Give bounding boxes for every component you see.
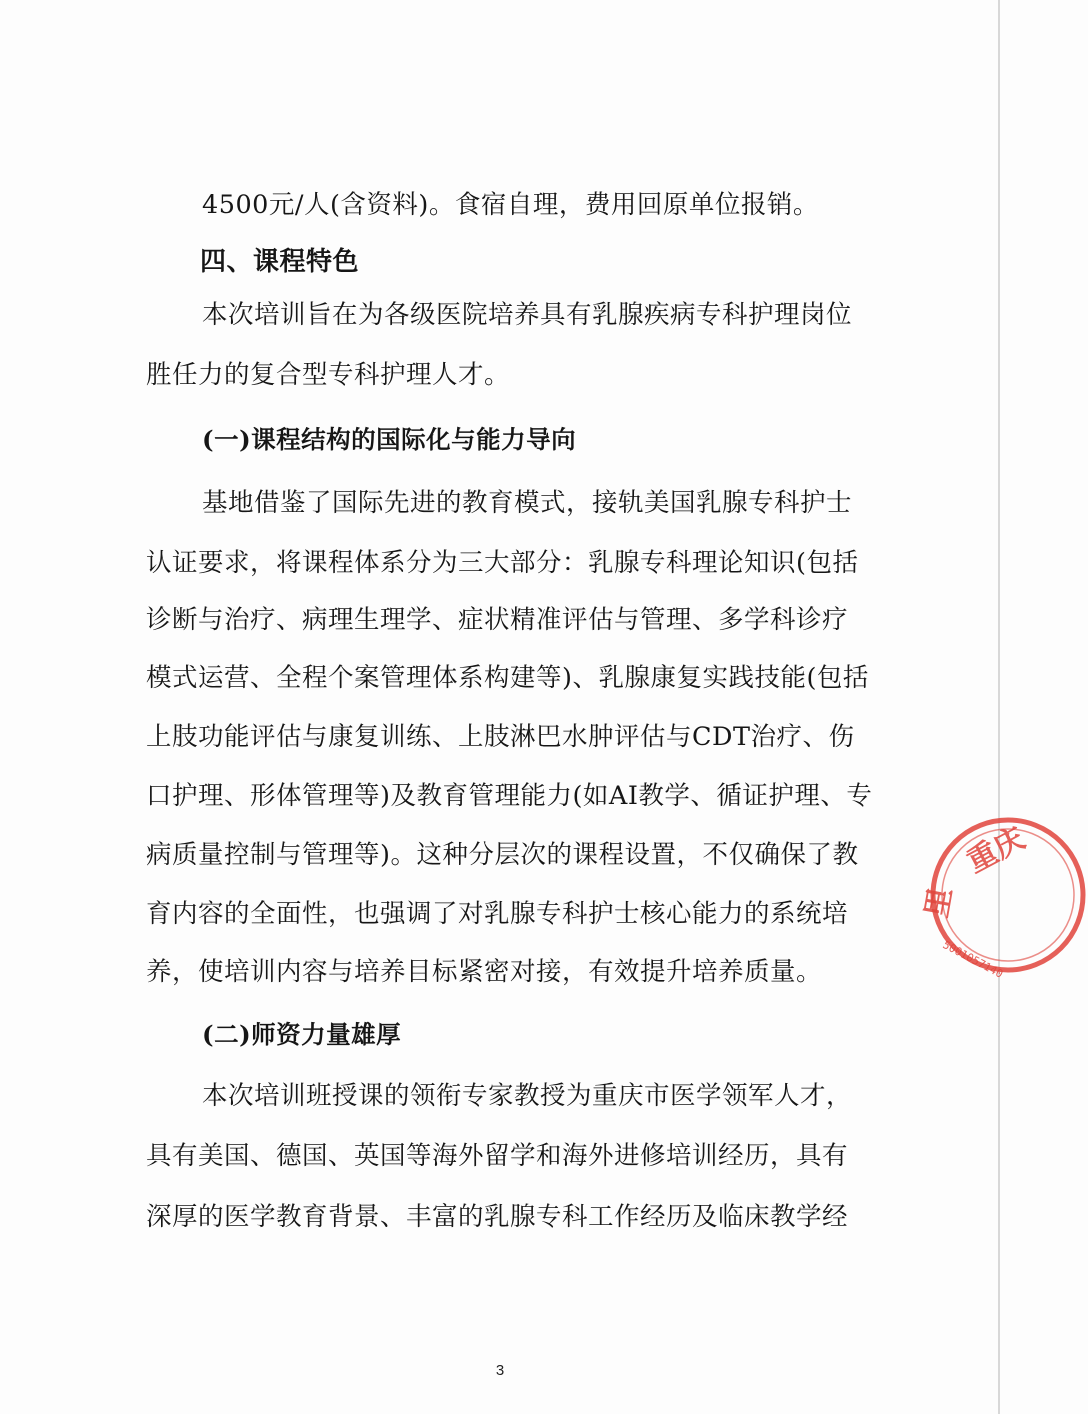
text-line-6: 基地借鉴了国际先进的教育模式，接轨美国乳腺专科护士 xyxy=(202,488,853,518)
text-line-3: 本次培训旨在为各级医院培养具有乳腺疾病专科护理岗位 xyxy=(202,300,853,330)
text-line-16: 本次培训班授课的领衔专家教授为重庆市医学领军人才， xyxy=(202,1081,853,1111)
svg-text:5001057140: 5001057140 xyxy=(940,938,1006,981)
section-heading-course-features: 四、课程特色 xyxy=(200,247,360,277)
svg-text:重庆: 重庆 xyxy=(961,820,1031,881)
text-line-12: 病质量控制与管理等)。这种分层次的课程设置，不仅确保了教 xyxy=(146,840,859,870)
text-line-17: 具有美国、德国、英国等海外留学和海外进修培训经历，具有 xyxy=(146,1141,849,1171)
scan-edge xyxy=(998,0,1000,1414)
text-line-4: 胜任力的复合型专科护理人才。 xyxy=(146,360,511,390)
text-line-7: 认证要求，将课程体系分为三大部分：乳腺专科理论知识(包括 xyxy=(146,548,859,578)
text-line-13: 育内容的全面性，也强调了对乳腺专科护士核心能力的系统培 xyxy=(146,899,849,929)
subheading-faculty: (二)师资力量雄厚 xyxy=(202,1020,402,1049)
subheading-course-structure: (一)课程结构的国际化与能力导向 xyxy=(202,425,577,454)
page-number: 3 xyxy=(495,1362,505,1379)
text-line-10: 上肢功能评估与康复训练、上肢淋巴水肿评估与CDT治疗、伤 xyxy=(146,722,855,752)
text-line-8: 诊断与治疗、病理生理学、症状精准评估与管理、多学科诊疗 xyxy=(146,605,849,635)
text-line-18: 深厚的医学教育背景、丰富的乳腺专科工作经历及临床教学经 xyxy=(146,1202,849,1232)
text-line-11: 口护理、形体管理等)及教育管理能力(如AI教学、循证护理、专 xyxy=(146,781,873,811)
text-line-14: 养，使培训内容与培养目标紧密对接，有效提升培养质量。 xyxy=(146,957,823,987)
text-line-9: 模式运营、全程个案管理体系构建等)、乳腺康复实践技能(包括 xyxy=(146,663,869,693)
svg-text:里: 里 xyxy=(919,884,960,921)
official-seal-stamp xyxy=(919,815,1088,981)
text-line-1: 4500元/人(含资料)。食宿自理，费用回原单位报销。 xyxy=(202,190,819,220)
